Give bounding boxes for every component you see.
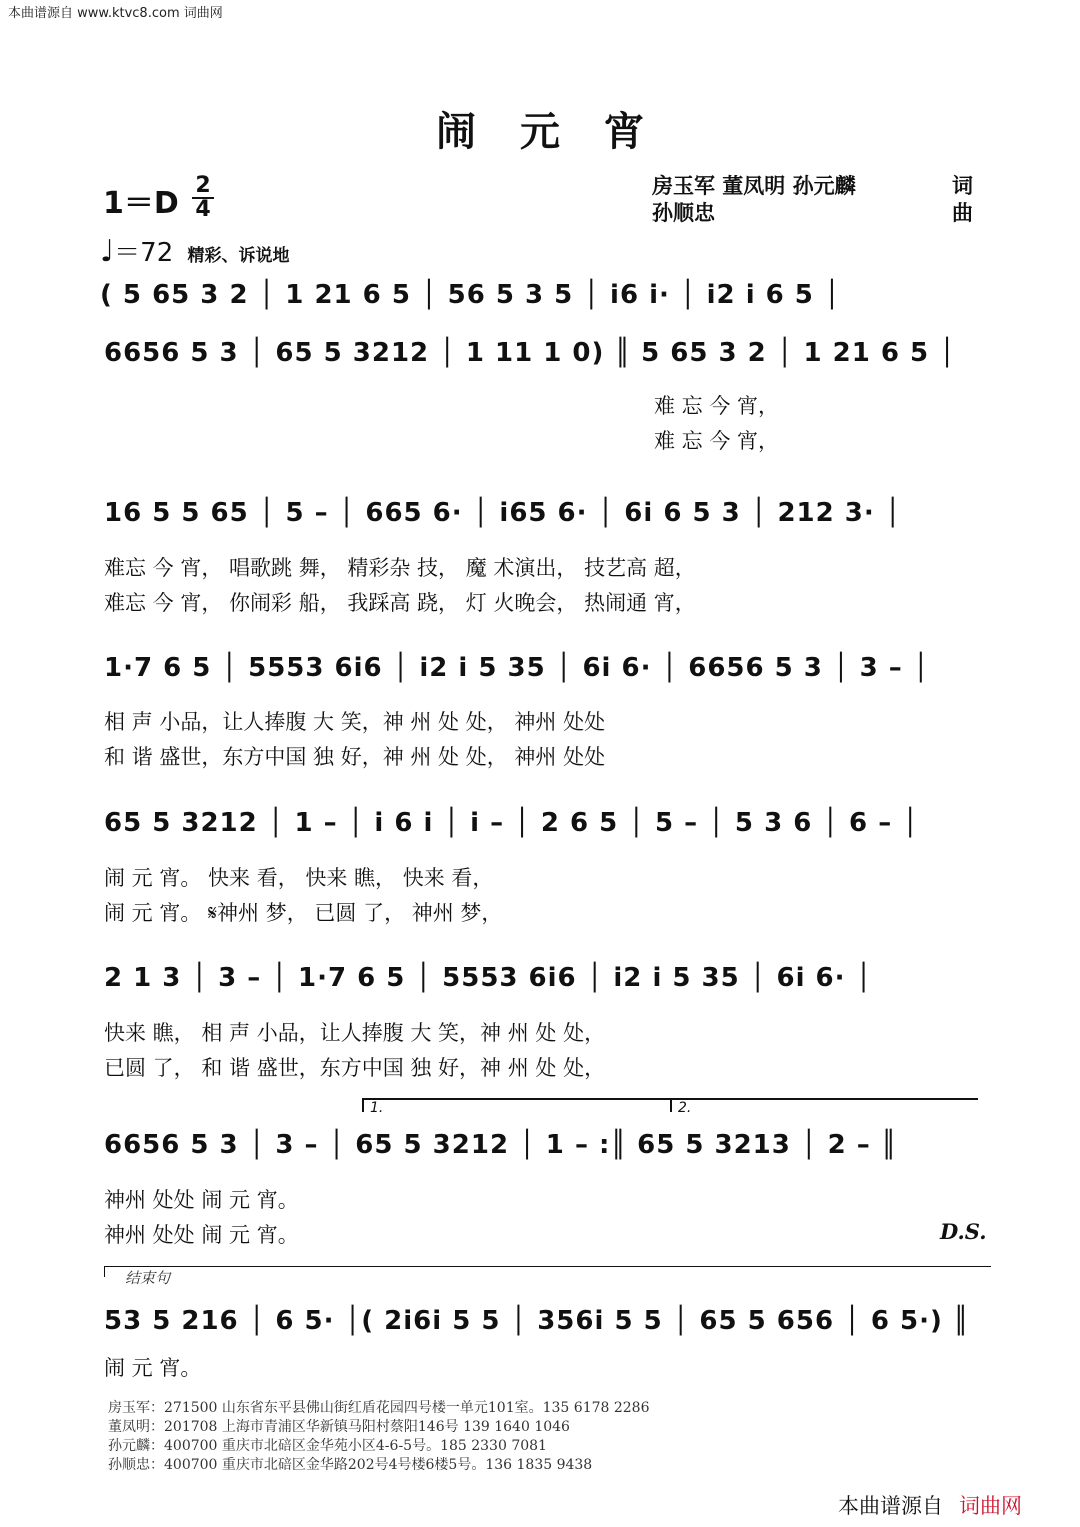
lyric-row-7-verse-2: 神州 处处 闹 元 宵。 [104,1223,299,1247]
score-row-7: 6656 5 3 │ 3 – │ 65 5 3212 │ 1 – :║ 65 5 3213 │ 2 – ║ [104,1130,898,1160]
footer-line-4: 孙顺忠：400700 重庆市北碚区金华路202号4号楼6楼5号。136 1835 9438 [108,1457,593,1473]
watermark-bottom-left: 本曲谱源自 [838,1494,943,1518]
lyric-row-8-verse-1: 闹 元 宵。 [104,1356,202,1380]
lyric-row-6-verse-1: 快来 瞧， 相 声 小品，让人捧腹 大 笑，神 州 处 处， [104,1021,606,1045]
tempo-expression: 精彩、诉说地 [187,246,290,266]
tempo [100,232,290,269]
footer-line-2: 董凤明：201708 上海市青浦区华新镇马阳村蔡阳146号 139 1640 1046 [108,1419,570,1435]
score-row-1: ( 5 65 3 2 │ 1 21 6 5 │ 56 5 3 5 │ i6 i· │ i2 i 6 5 │ [100,280,841,310]
lyric-row-4-verse-2: 和 谐 盛世，东方中国 独 好，神 州 处 处， 神州 处处 [104,745,606,769]
score-row-6: 2 1 3 │ 3 – │ 1·7 6 5 │ 5553 6i6 │ i2 i 5 35 │ 6i 6· │ [104,963,873,993]
composer: 孙顺忠 [652,201,715,225]
lyric-label: 词 [952,174,973,198]
footer-line-3: 孙元麟：400700 重庆市北碚区金华苑小区4-6-5号。185 2330 7081 [108,1438,547,1454]
watermark-bottom-right: 词曲网 [959,1494,1022,1518]
time-signature-bottom: 4 [195,197,211,222]
lyric-row-7-verse-1: 神州 处处 闹 元 宵。 [104,1188,299,1212]
score-row-4: 1·7 6 5 │ 5553 6i6 │ i2 i 5 35 │ 6i 6· │ 6656 5 3 │ 3 – │ [104,653,930,683]
quarter-note-icon: ♩ [100,234,115,269]
score-row-2: 6656 5 3 │ 65 5 3212 │ 1 11 1 0) ║ 5 65 3 2 │ 1 21 6 5 │ [104,338,956,368]
key-signature: 1＝D [103,186,179,221]
lyric-row-6-verse-2: 已圆 了， 和 谐 盛世，东方中国 独 好，神 州 处 处， [104,1056,606,1080]
lyricists: 房玉军 董凤明 孙元麟 [652,174,856,198]
dal-segno-mark: D.S. [940,1219,987,1244]
music-label: 曲 [952,201,973,225]
lyric-row-2-verse-1: 难 忘 今 宵， [654,394,780,418]
time-signature-top: 2 [195,173,211,198]
page-title: 闹元宵 [436,108,688,155]
watermark-bottom [838,1490,1022,1520]
score-row-8: 53 5 216 │ 6 5· │( 2i6i 5 5 │ 356i 5 5 │ 65 5 656 │ 6 5·) ║ [104,1306,970,1336]
lyric-row-4-verse-1: 相 声 小品，让人捧腹 大 笑，神 州 处 处， 神州 处处 [104,710,606,734]
lyric-row-5-verse-1: 闹 元 宵。 快来 看， 快来 瞧， 快来 看， [104,866,494,890]
coda-label: 结束句 [104,1266,991,1277]
lyric-row-3-verse-2: 难忘 今 宵， 你闹彩 船， 我踩高 跷， 灯 火晚会， 热闹通 宵， [104,591,696,615]
score-row-3: 16 5 5 65 │ 5 – │ 665 6· │ i65 6· │ 6i 6 5 3 │ 212 3· │ [104,498,902,528]
lyric-row-2-verse-2: 难 忘 今 宵， [654,429,780,453]
lyric-row-5-verse-2: 闹 元 宵。 𝄋神州 梦， 已圆 了， 神州 梦， [104,901,503,925]
time-signature [192,173,214,222]
tempo-value: ＝72 [114,238,174,268]
watermark-top: 本曲谱源自 www.ktvc8.com 词曲网 [8,6,223,21]
volta-1: 1. [362,1098,670,1112]
footer-line-1: 房玉军：271500 山东省东平县佛山街红盾花园四号楼一单元101室。135 6178 2286 [108,1400,650,1416]
volta-2: 2. [670,1098,978,1112]
lyric-row-3-verse-1: 难忘 今 宵， 唱歌跳 舞， 精彩杂 技， 魔 术演出， 技艺高 超， [104,556,696,580]
score-row-5: 65 5 3212 │ 1 – │ i 6 i │ i – │ 2 6 5 │ 5 – │ 5 3 6 │ 6 – │ [104,808,919,838]
